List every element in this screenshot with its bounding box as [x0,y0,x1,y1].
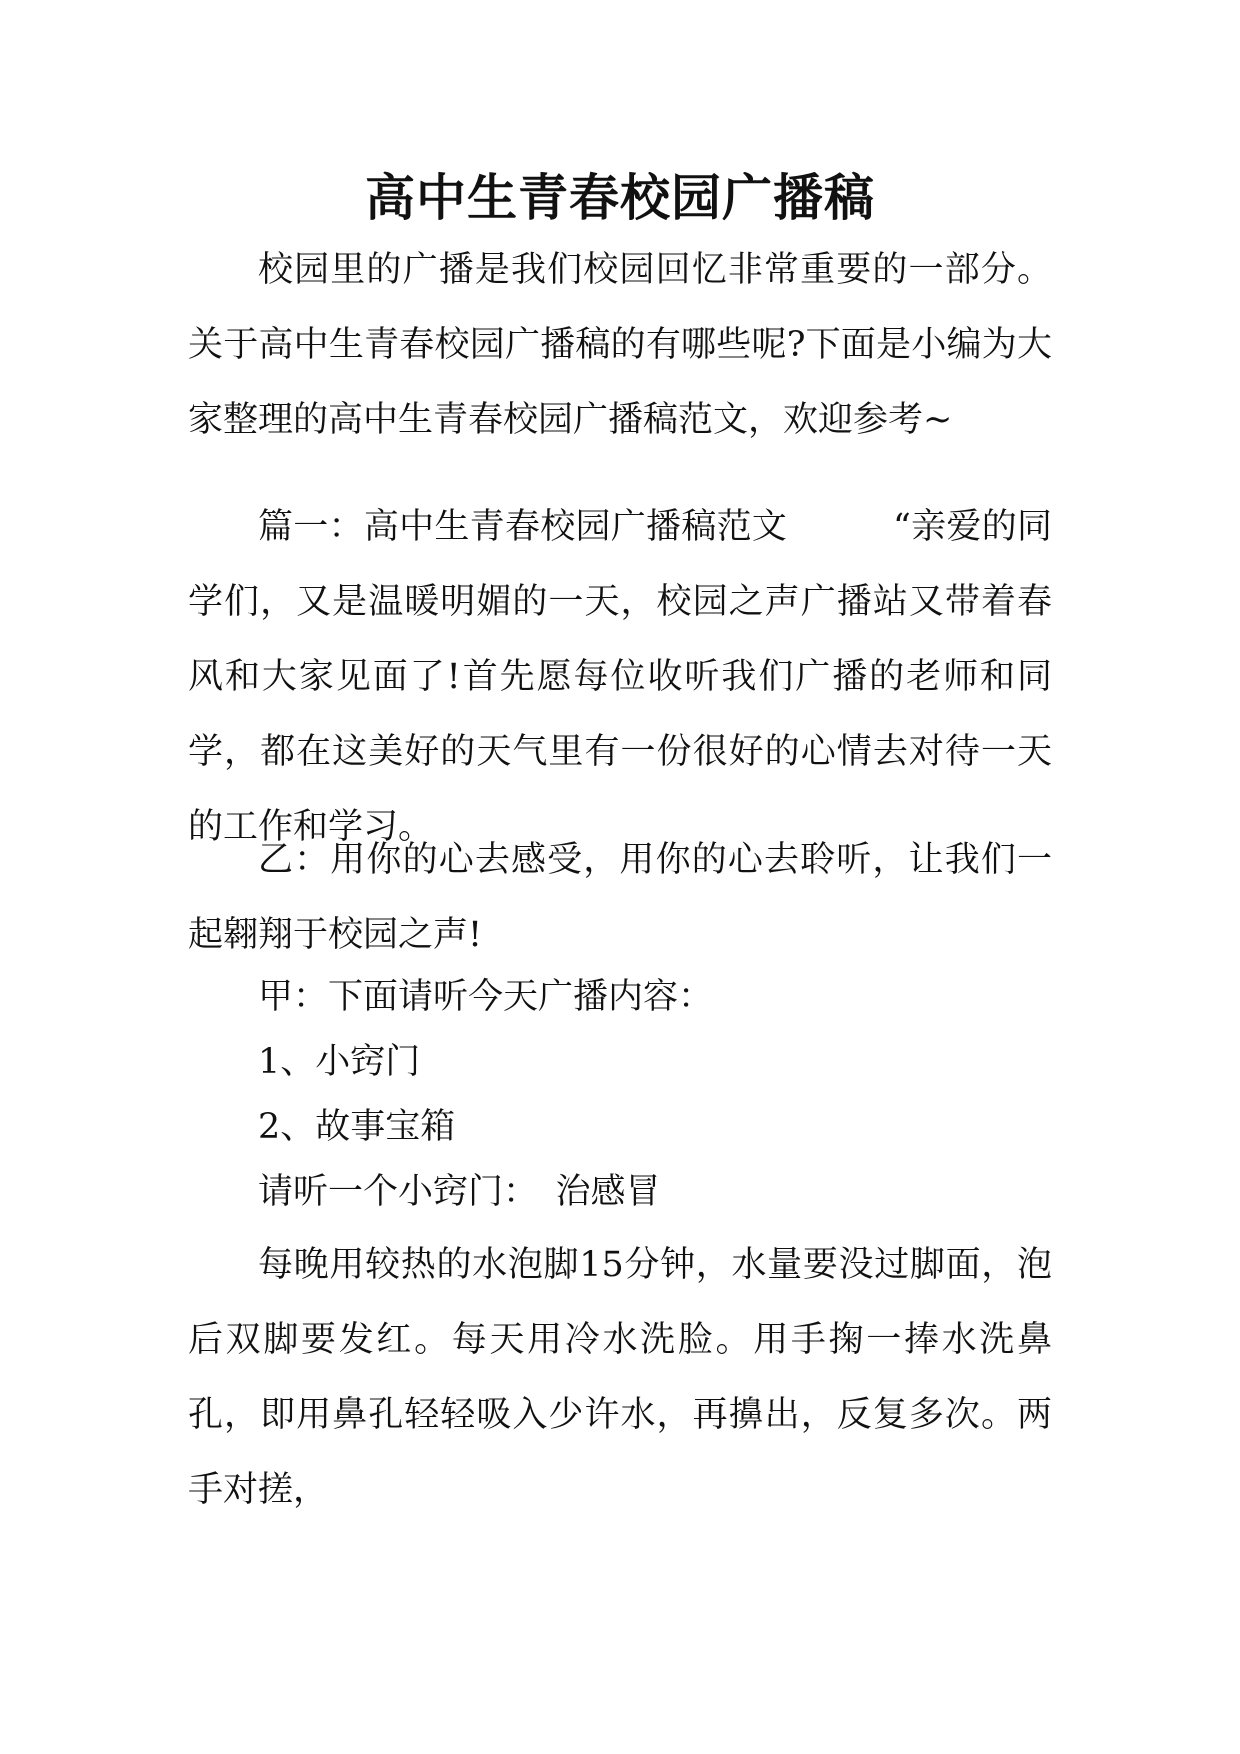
dialogue-paragraph-yi: 乙：用你的心去感受，用你的心去聆听，让我们一起翱翔于校园之声! [188,840,1052,955]
page-title: 高中生青春校园广播稿 [365,168,875,227]
section-one-paragraph: 篇一：高中生青春校园广播稿范文 “亲爱的同学们，又是温暖明媚的一天，校园之声广播站又带着春风和大家见面了!首先愿每位收听我们广播的老师和同学，都在这美好的天气里有一份很好的心情去对待一天的工作和学习。 [188,507,1052,847]
tip-heading: 请听一个小窍门： 治感冒 [258,1172,661,1212]
dialogue-line-jia: 甲：下面请听今天广播内容： [258,977,714,1017]
list-item: 1、小窍门 [258,1042,421,1082]
intro-paragraph: 校园里的广播是我们校园回忆非常重要的一部分。关于高中生青春校园广播稿的有哪些呢?下面是小编为大家整理的高中生青春校园广播稿范文，欢迎参考~ [188,250,1052,440]
list-item: 2、故事宝箱 [258,1107,456,1147]
tip-paragraph: 每晚用较热的水泡脚15分钟，水量要没过脚面，泡后双脚要发红。每天用冷水洗脸。用手掬一捧水洗鼻孔，即用鼻孔轻轻吸入少许水，再擤出，反复多次。两手对搓， [188,1245,1052,1510]
